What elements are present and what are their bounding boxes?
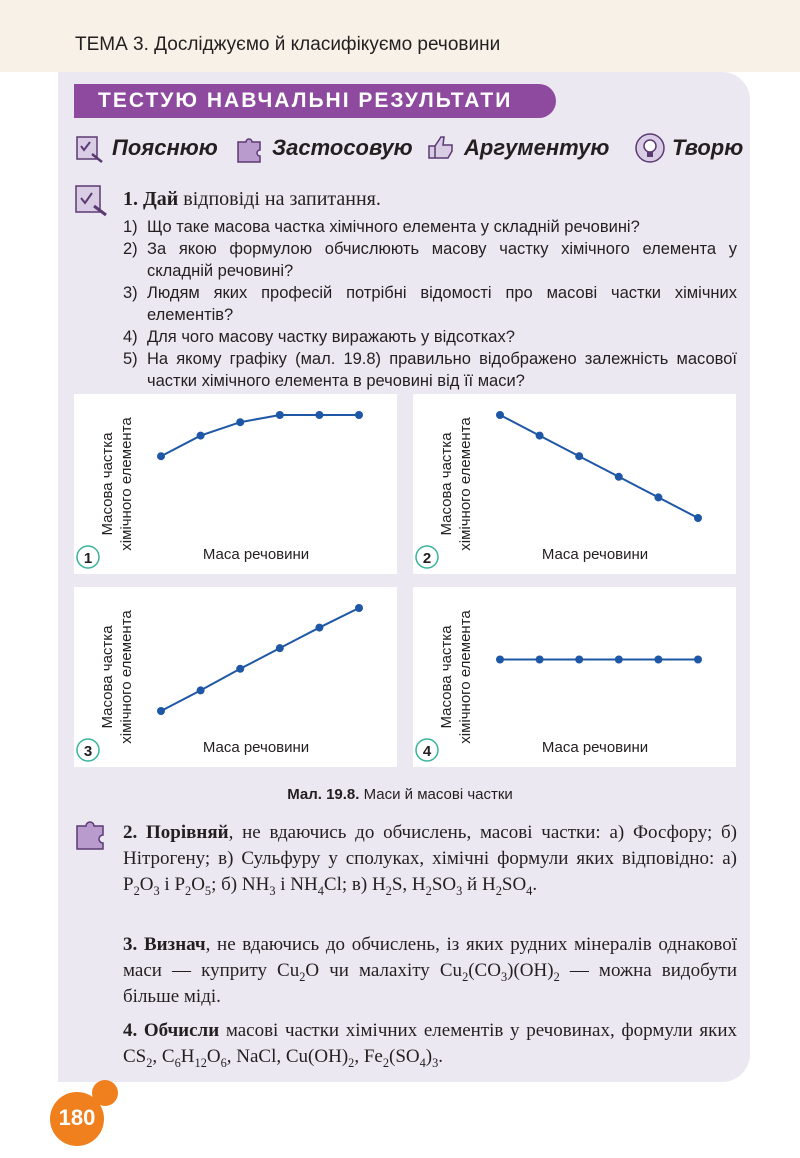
question-item: 1) Що таке масова частка хімічного елемента у складній речовині? <box>123 218 640 236</box>
data-series-line <box>500 415 698 518</box>
task-2-text: 2. Порівняй, не вдаючись до обчислень, масові частки: а) Фосфору; б) Нітрогену; в) Сульфуру у сполуках, хімічні формули яких відповідно: а) $P_2O_3$ і $P_2O_5$; б) $NH_3$ і $NH_4Cl$; в) $H_2S$, $H_2SO_3$ й $H_2SO_4$. <box>123 822 737 898</box>
y-axis-label: Масова частка хімічного елемента <box>438 610 474 744</box>
y-axis-label: Масова частка хімічного елемента <box>99 417 135 551</box>
formula: NaCl <box>236 1046 277 1067</box>
data-point <box>197 686 205 694</box>
legend-item-apply <box>234 130 413 166</box>
x-axis-label: Маса речовини <box>541 739 649 756</box>
formula: $Cu_2O$ <box>277 960 320 984</box>
chart-number: 2 <box>422 550 432 567</box>
x-axis-label: Маса речовини <box>202 546 310 563</box>
x-axis-label: Маса речовини <box>541 546 649 563</box>
task-1-questions <box>123 216 737 392</box>
formula: $CS_2$ <box>123 1046 153 1070</box>
data-point <box>615 473 623 481</box>
data-point <box>315 411 323 419</box>
checklist-icon <box>74 182 110 218</box>
formula: $P_2O_5$ <box>174 874 212 898</box>
question-item: 4) Для чого масову частку виражають у відсотках? <box>123 328 515 346</box>
question-item: 5) На якому графіку (мал. 19.8) правильно відображено залежність масової частки хімічного елемента в речовині від її маси? <box>123 350 737 390</box>
puzzle-icon <box>234 132 266 164</box>
data-point <box>157 452 165 460</box>
data-point <box>496 656 504 664</box>
page-number-badge <box>50 1092 104 1146</box>
page-number: 180 <box>58 1105 96 1130</box>
formula: $H_2SO_3$ <box>411 874 463 898</box>
chart-4 <box>413 587 736 767</box>
chart-1-plot <box>74 394 397 574</box>
section-banner-title: ТЕСТУЮ НАВЧАЛЬНІ РЕЗУЛЬТАТИ <box>98 89 513 112</box>
data-point <box>694 656 702 664</box>
data-point <box>276 411 284 419</box>
formula: $H_2SO_4$ <box>481 874 533 898</box>
checklist-icon <box>74 132 106 164</box>
data-point <box>197 432 205 440</box>
figure-caption: Мал. 19.8. Маси й масові частки <box>287 786 513 803</box>
topic-title: ТЕМА 3. Досліджуємо й класифікуємо речовини <box>75 34 501 55</box>
chart-2-plot <box>413 394 736 574</box>
formula: $Cu_2(CO_3)(OH)_2$ <box>439 960 560 984</box>
data-point <box>236 418 244 426</box>
chart-4-plot <box>413 587 736 767</box>
legend-label: Творю <box>672 135 744 160</box>
question-item: 2) За якою формулою обчислюють масову частку хімічного елемента у складній речовині? <box>123 240 737 280</box>
data-point <box>615 656 623 664</box>
chart-2 <box>413 394 736 574</box>
data-point <box>654 656 662 664</box>
task-3-text: 3. Визнач, не вдаючись до обчислень, із яких рудних мінералів однакової маси — куприту $Cu_2O$ чи малахіту $Cu_2(CO_3)(OH)_2$ — можна видобути більше міді. <box>123 934 738 1007</box>
chart-3-plot <box>74 587 397 767</box>
formula: $Fe_2(SO_4)_3$ <box>363 1046 439 1070</box>
legend-label: Аргументую <box>464 135 610 160</box>
data-point <box>575 452 583 460</box>
formula: $NH_4Cl$ <box>290 874 342 898</box>
legend-item-argue <box>426 130 609 166</box>
data-point <box>694 514 702 522</box>
formula: $NH_3$ <box>241 874 276 898</box>
chart-1 <box>74 394 397 574</box>
data-point <box>496 411 504 419</box>
data-point <box>276 644 284 652</box>
data-point <box>315 624 323 632</box>
data-point <box>575 656 583 664</box>
formula: $Cu(OH)_2$ <box>285 1046 355 1070</box>
question-item: 3) Людям яких професій потрібні відомості про масові частки хімічних елементів? <box>123 284 737 324</box>
chart-number: 1 <box>83 550 93 567</box>
legend-item-create <box>634 130 743 166</box>
data-point <box>654 493 662 501</box>
section-banner <box>74 84 556 118</box>
chart-number: 3 <box>83 743 93 760</box>
y-axis-label: Масова частка хімічного елемента <box>438 417 474 551</box>
formula: $H_2S$ <box>371 874 403 898</box>
data-point <box>355 604 363 612</box>
data-series-line <box>161 415 359 456</box>
y-axis-label: Масова частка хімічного елемента <box>99 610 135 744</box>
data-series-line <box>161 608 359 711</box>
formula: $C_6H_{12}O_6$ <box>161 1046 227 1070</box>
task-1-title: 1. Дай відповіді на запитання. <box>123 188 381 210</box>
task-4-text: 4. Обчисли масові частки хімічних елементів у речовинах, формули яких $CS_2$, $C_6H_{12}O_6$, NaCl, $Cu(OH)_2$, $Fe_2(SO_4)_3$. <box>123 1020 738 1070</box>
legend-label: Пояснюю <box>112 135 218 160</box>
data-point <box>355 411 363 419</box>
legend-item-explain <box>74 130 218 166</box>
data-point <box>536 432 544 440</box>
puzzle-icon <box>74 816 110 852</box>
chart-3 <box>74 587 397 767</box>
data-point <box>157 707 165 715</box>
x-axis-label: Маса речовини <box>202 739 310 756</box>
data-point <box>236 665 244 673</box>
thumbs-icon <box>426 132 458 164</box>
chart-number: 4 <box>422 743 432 760</box>
lightbulb-icon <box>634 132 666 164</box>
legend-label: Застосовую <box>272 135 413 160</box>
data-point <box>536 656 544 664</box>
formula: $P_2O_3$ <box>123 874 160 898</box>
